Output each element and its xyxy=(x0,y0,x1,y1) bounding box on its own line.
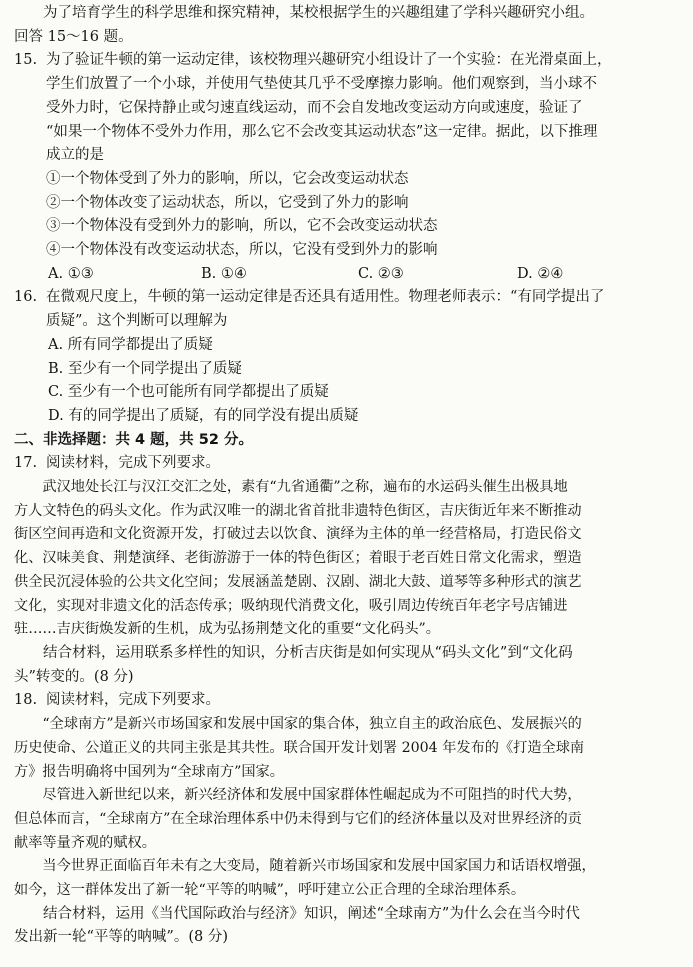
question-15-stem-line-2: 学生们放置了一个小球，并使用气垫使其几乎不受摩擦力影响。他们观察到，当小球不 xyxy=(46,76,597,93)
question-16-option-b: B. 至少有一个同学提出了质疑 xyxy=(48,360,242,377)
question-18-task-line-1: 结合材料，运用《当代国际政治与经济》知识，阐述“全球南方”为什么会在当今时代 xyxy=(43,905,580,922)
question-16-option-d: D. 有的同学提出了质疑，有的同学没有提出质疑 xyxy=(48,407,359,424)
material-line: 方》报告明确将中国列为“全球南方”国家。 xyxy=(14,763,284,780)
question-15-statement-2: ②一个物体改变了运动状态，所以，它受到了外力的影响 xyxy=(46,194,409,211)
intro-line-2: 回答 15～16 题。 xyxy=(14,28,133,45)
material-line: 供全民沉浸体验的公共文化空间；发展涵盖楚剧、汉剧、湖北大鼓、道琴等多种形式的演艺 xyxy=(14,573,582,590)
question-16-option-c: C. 至少有一个也可能所有同学都提出了质疑 xyxy=(48,384,329,401)
question-17-heading: 阅读材料，完成下列要求。 xyxy=(46,455,220,472)
material-line: 方人文特色的码头文化。作为武汉唯一的湖北省首批非遗特色街区，吉庆街近年来不断推动 xyxy=(14,502,582,519)
question-15-stem-line-5: 成立的是 xyxy=(46,147,104,164)
question-15-statement-4: ④一个物体没有改变运动状态，所以，它没有受到外力的影响 xyxy=(46,242,438,259)
material-line: 献率等量齐观的赋权。 xyxy=(14,834,156,851)
question-15-stem-line-4: “如果一个物体不受外力作用，那么它不会改变其运动状态”这一定律。据此，以下推理 xyxy=(46,123,598,140)
question-15-stem-line-1: 为了验证牛顿的第一运动定律，该校物理兴趣研究小组设计了一个实验：在光滑桌面上， xyxy=(46,52,612,69)
material-line: “全球南方”是新兴市场国家和发展中国家的集合体，独立自主的政治底色、发展振兴的 xyxy=(42,716,582,733)
question-16-stem-line-2: 质疑”。这个判断可以理解为 xyxy=(46,313,228,330)
material-line: 文化，实现对非遗文化的活态传承；吸纳现代消费文化，吸引周边传统百年老字号店铺进 xyxy=(14,597,568,614)
question-18-number: 18. xyxy=(14,692,38,709)
question-17-task-line-1: 结合材料，运用联系多样性的知识，分析吉庆街是如何实现从“码头文化”到“文化码 xyxy=(43,644,573,661)
material-line: 如今，这一群体发出了新一轮“平等的呐喊”，呼吁建立公正合理的全球治理体系。 xyxy=(14,882,526,899)
question-18-heading: 阅读材料，完成下列要求。 xyxy=(46,692,220,709)
question-16-stem-line-1: 在微观尺度上，牛顿的第一运动定律是否还具有适用性。物理老师表示：“有同学提出了 xyxy=(46,289,605,306)
question-15-statement-3: ③一个物体没有受到外力的影响，所以，它不会改变运动状态 xyxy=(46,218,438,235)
question-18 xyxy=(14,689,679,950)
material-line: 驻……吉庆街焕发新的生机，成为弘扬荆楚文化的重要“文化码头”。 xyxy=(14,621,440,638)
question-15-number: 15. xyxy=(14,52,38,69)
question-17 xyxy=(14,452,679,689)
question-18-material xyxy=(14,713,679,903)
question-17-task-line-2: 头”转变的。(8 分) xyxy=(14,668,134,685)
question-17-number: 17. xyxy=(14,455,38,472)
question-15-choices xyxy=(14,263,679,287)
question-15-option-d: D. ②④ xyxy=(517,265,564,282)
material-line: 化、汉味美食、荆楚演绎、老街游游于一体的特色街区；着眼于老百姓日常文化需求，塑造 xyxy=(14,550,582,567)
question-15 xyxy=(14,49,679,286)
material-line: 武汉地处长江与汉江交汇之处，素有“九省通衢”之称，遍布的水运码头催生出极具地 xyxy=(42,479,568,496)
question-17-material xyxy=(14,476,679,642)
question-15-option-c: C. ②③ xyxy=(358,265,404,282)
question-15-option-b: B. ①④ xyxy=(201,265,247,282)
question-15-option-a: A. ①③ xyxy=(48,265,94,282)
material-line: 街区空间再造和文化资源开发，打破过去以饮食、演绎为主体的单一经营格局，打造民俗文 xyxy=(14,526,582,543)
material-line: 历史使命、公道正义的共同主张是其共性。联合国开发计划署 2004 年发布的《打造全球南 xyxy=(14,739,585,756)
material-line: 但总体而言，“全球南方”在全球治理体系中仍未得到与它们的经济体量以及对世界经济的贡 xyxy=(14,810,582,827)
question-15-statement-1: ①一个物体受到了外力的影响，所以，它会改变运动状态 xyxy=(46,170,409,187)
material-line: 当今世界正面临百年未有之大变局，随着新兴市场国家和发展中国家国力和话语权增强， xyxy=(42,858,596,875)
question-15-stem-line-3: 受外力时，它保持静止或匀速直线运动，而不会自发地改变运动方向或速度，验证了 xyxy=(46,99,583,116)
intro-line-1: 为了培育学生的科学思维和探究精神，某校根据学生的兴趣组建了学科兴趣研究小组。 xyxy=(43,5,594,21)
question-18-task-line-2: 发出新一轮“平等的呐喊”。(8 分) xyxy=(14,929,228,946)
question-16 xyxy=(14,286,679,428)
material-line: 尽管进入新世纪以来，新兴经济体和发展中国家群体性崛起成为不可阻挡的时代大势， xyxy=(42,787,582,804)
section-heading-non-choice: 二、非选择题：共 4 题，共 52 分。 xyxy=(14,431,253,448)
question-16-number: 16. xyxy=(14,289,38,306)
question-16-option-a: A. 所有同学都提出了质疑 xyxy=(48,336,213,353)
